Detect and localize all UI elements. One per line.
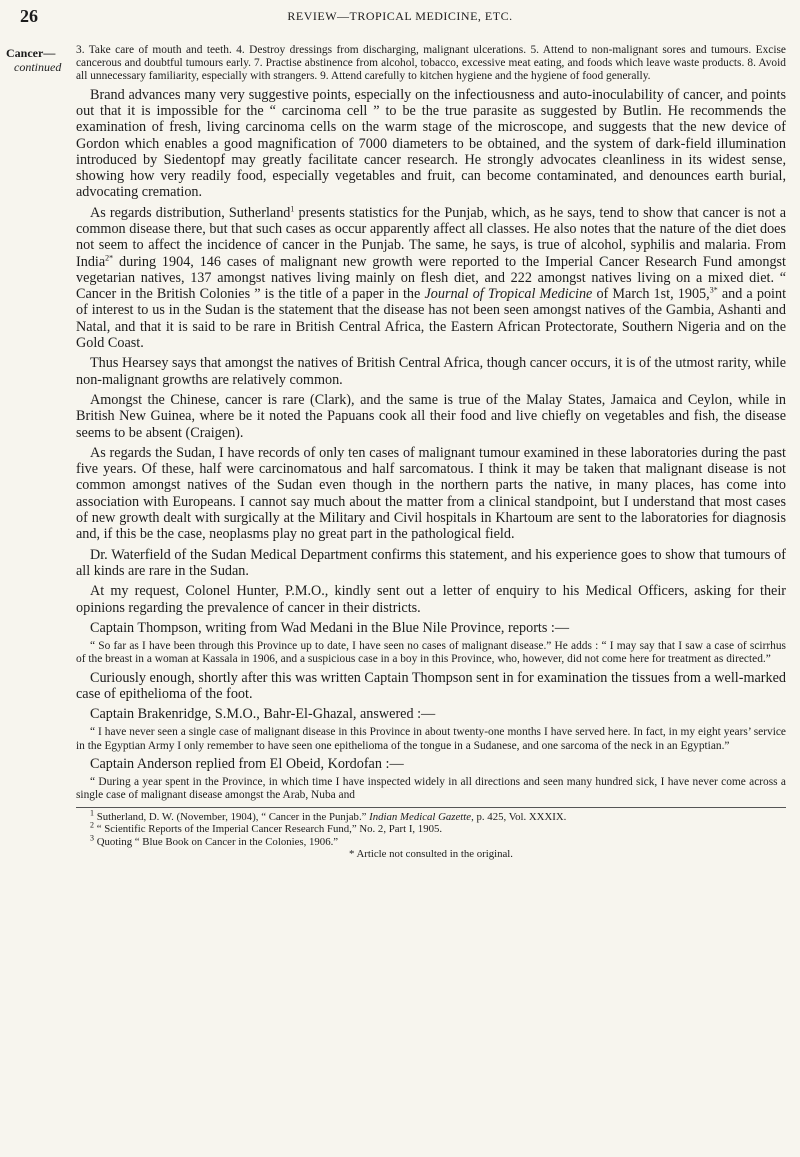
footnote-1-number: 1: [90, 807, 94, 817]
footnote-ref-3: 3*: [709, 285, 718, 295]
footnote-1-text-a: Sutherland, D. W. (November, 1904), “ Cancer in the Punjab.”: [96, 810, 370, 823]
footnote-2-text: “ Scientific Reports of the Imperial Cancer Research Fund,” No. 2, Part I, 1905.: [96, 823, 443, 836]
sutherland-text-2: presents statistics for the Punjab, which, as he says, tend to show that cancer is not a common disease there, but that such cases as occur apparently affect all classes. He also notes that the nature of the diet does not seem to affect the incidence of cancer in the Punjab. The same, he says, is true of alcohol, syphilis and malaria. From India: [76, 204, 786, 270]
paragraph-chinese: Amongst the Chinese, cancer is rare (Clark), and the same is true of the Malay States, Jamaica and Ceylon, while in British New Guinea, where be it noted the Papuans cook all their food and live chiefly on vegetables and fish, the disease seems to be absent (Craigen).: [76, 391, 786, 441]
sutherland-text-5: and a point of interest to us in the Sudan is the statement that the disease has not been seen amongst natives of the Gambia, Ashanti and Natal, and that it is said to be rare in British Central Africa, the Eastern African Protectorate, Southern Nigeria and on the Gold Coast.: [76, 286, 787, 352]
footnote-1: [76, 807, 786, 824]
footnote-2-number: 2: [90, 820, 94, 830]
footnote-star: * Article not consulted in the original.: [348, 848, 514, 861]
paragraph-hunter: At my request, Colonel Hunter, P.M.O., kindly sent out a letter of enquiry to his Medical Officers, asking for their opinions regarding the prevalence of cancer in their districts.: [76, 583, 786, 616]
sutherland-text-4: of March 1st, 1905,: [592, 286, 710, 303]
running-head: REVIEW—TROPICAL MEDICINE, ETC.: [287, 9, 513, 23]
footnote-3: [76, 833, 786, 849]
footnote-3-text: Quoting “ Blue Book on Cancer in the Colonies, 1906.”: [96, 835, 339, 848]
margin-note: [6, 46, 74, 74]
page-number: 26: [20, 6, 38, 26]
margin-continued: continued: [14, 60, 62, 74]
paragraph-sutherland: [76, 205, 786, 352]
journal-title: Journal of Tropical Medicine: [424, 286, 593, 303]
paragraph-brakenridge: Captain Brakenridge, S.M.O., Bahr-El-Ghazal, answered :—: [90, 706, 436, 723]
quote-anderson: “ During a year spent in the Province, in which time I have inspected widely in all directions and seen many hundred sick, I have never come across a single case of malignant disease amongst the Arab, Nuba and: [76, 776, 786, 802]
sutherland-text-3: during 1904, 146 cases of malignant new growth were reported to the Imperial Cancer Research Fund amongst vegetarian natives, 137 amongst natives living mainly on flesh diet, and 222 amongst natives living on a mixed diet. “ Cancer in the British Colonies ” is the title of a paper in the: [76, 253, 786, 303]
footnote-ref-2: 2*: [105, 252, 114, 262]
paragraph-waterfield: Dr. Waterfield of the Sudan Medical Department confirms this statement, and his experience goes to show that tumours of all kinds are rare in the Sudan.: [76, 546, 786, 579]
quote-brakenridge: “ I have never seen a single case of malignant disease in this Province in about twenty-one months I have served here. In fact, in my eight years’ service in the Egyptian Army I only remember to have seen one epithelioma of the tongue in a Sudanese, and one sarcoma of the neck in an Egyptian.”: [76, 726, 786, 752]
footnote-3-number: 3: [90, 833, 94, 843]
footnote-1-text-b: , p. 425, Vol. XXXIX.: [471, 810, 567, 823]
footnote-ref-1: 1: [290, 203, 295, 213]
intro-list: 3. Take care of mouth and teeth. 4. Destroy dressings from discharging, malignant ulcerations. 5. Attend to non-malignant sores and tumours. Excise cancerous and doubtful tumours early. 7. Practise abstinence from alcohol, tobacco, excessive meat eating, and foods which leave waste products. 8. Avoid all unnecessary familiarity, especially with strangers. 9. Attend carefully to kitchen hygiene and the hygiene of food generally.: [76, 44, 786, 83]
paragraph-hearsey: Thus Hearsey says that amongst the natives of British Central Africa, though cancer occurs, it is of the utmost rarity, while non-malignant growths are relatively common.: [76, 355, 786, 388]
quote-thompson: “ So far as I have been through this Province up to date, I have seen no cases of malignant disease.” He adds : “ I may say that I saw a case of scirrhus of the breast in a woman at Kassala in 1906, and a suspicious case in a boy in this Province, who, however, did not come here for treatment as directed.”: [76, 640, 786, 666]
sutherland-text-1: As regards distribution, Sutherland: [90, 204, 291, 221]
body-text: [76, 44, 786, 861]
paragraph-anderson: Captain Anderson replied from El Obeid, Kordofan :—: [90, 755, 404, 772]
paragraph-brand: Brand advances many very suggestive points, especially on the infectiousness and auto-inoculability of cancer, and points out that it is impossible for the “ carcinoma cell ” to be the true parasite as suggested by Butlin. He recommends the examination of fresh, living carcinoma cells on the warm stage of the microscope, and suggests that the new device of Gordon which enables a good magnification of 7000 diameters to be obtained, and the system of dark-field illumination introduced by Siedentopf may greatly facilitate cancer research. He strongly advocates cleanliness in its widest sense, showing how very readily food, especially vegetables and fruit, can become contaminated, and denounces earth burial, advocating cremation.: [76, 86, 786, 201]
footnote-1-journal: Indian Medical Gazette: [369, 810, 472, 823]
paragraph-sudan: As regards the Sudan, I have records of only ten cases of malignant tumour examined in these laboratories during the past five years. Of these, half were carcinomatous and half sarcomatous. I think it may be taken that malignant disease is not common amongst natives of the Sudan even though in the northern parts the native, in many places, has come into association with Europeans. I cannot say much about the matter from a clinical standpoint, but I understand that most cases of new growth dealt with surgically at the Military and Civil hospitals in Khartoum are sent to the laboratories for diagnosis and, if this be the case, neoplasms play no great part in the pathological field.: [76, 444, 786, 543]
margin-section: Cancer—: [6, 46, 56, 60]
footnote-2: [76, 820, 786, 836]
paragraph-curiously: Curiously enough, shortly after this was written Captain Thompson sent in for examination the tissues from a well-marked case of epithelioma of the foot.: [76, 669, 786, 702]
footnotes: [76, 807, 786, 861]
paragraph-thompson: Captain Thompson, writing from Wad Medani in the Blue Nile Province, reports :—: [90, 619, 570, 636]
